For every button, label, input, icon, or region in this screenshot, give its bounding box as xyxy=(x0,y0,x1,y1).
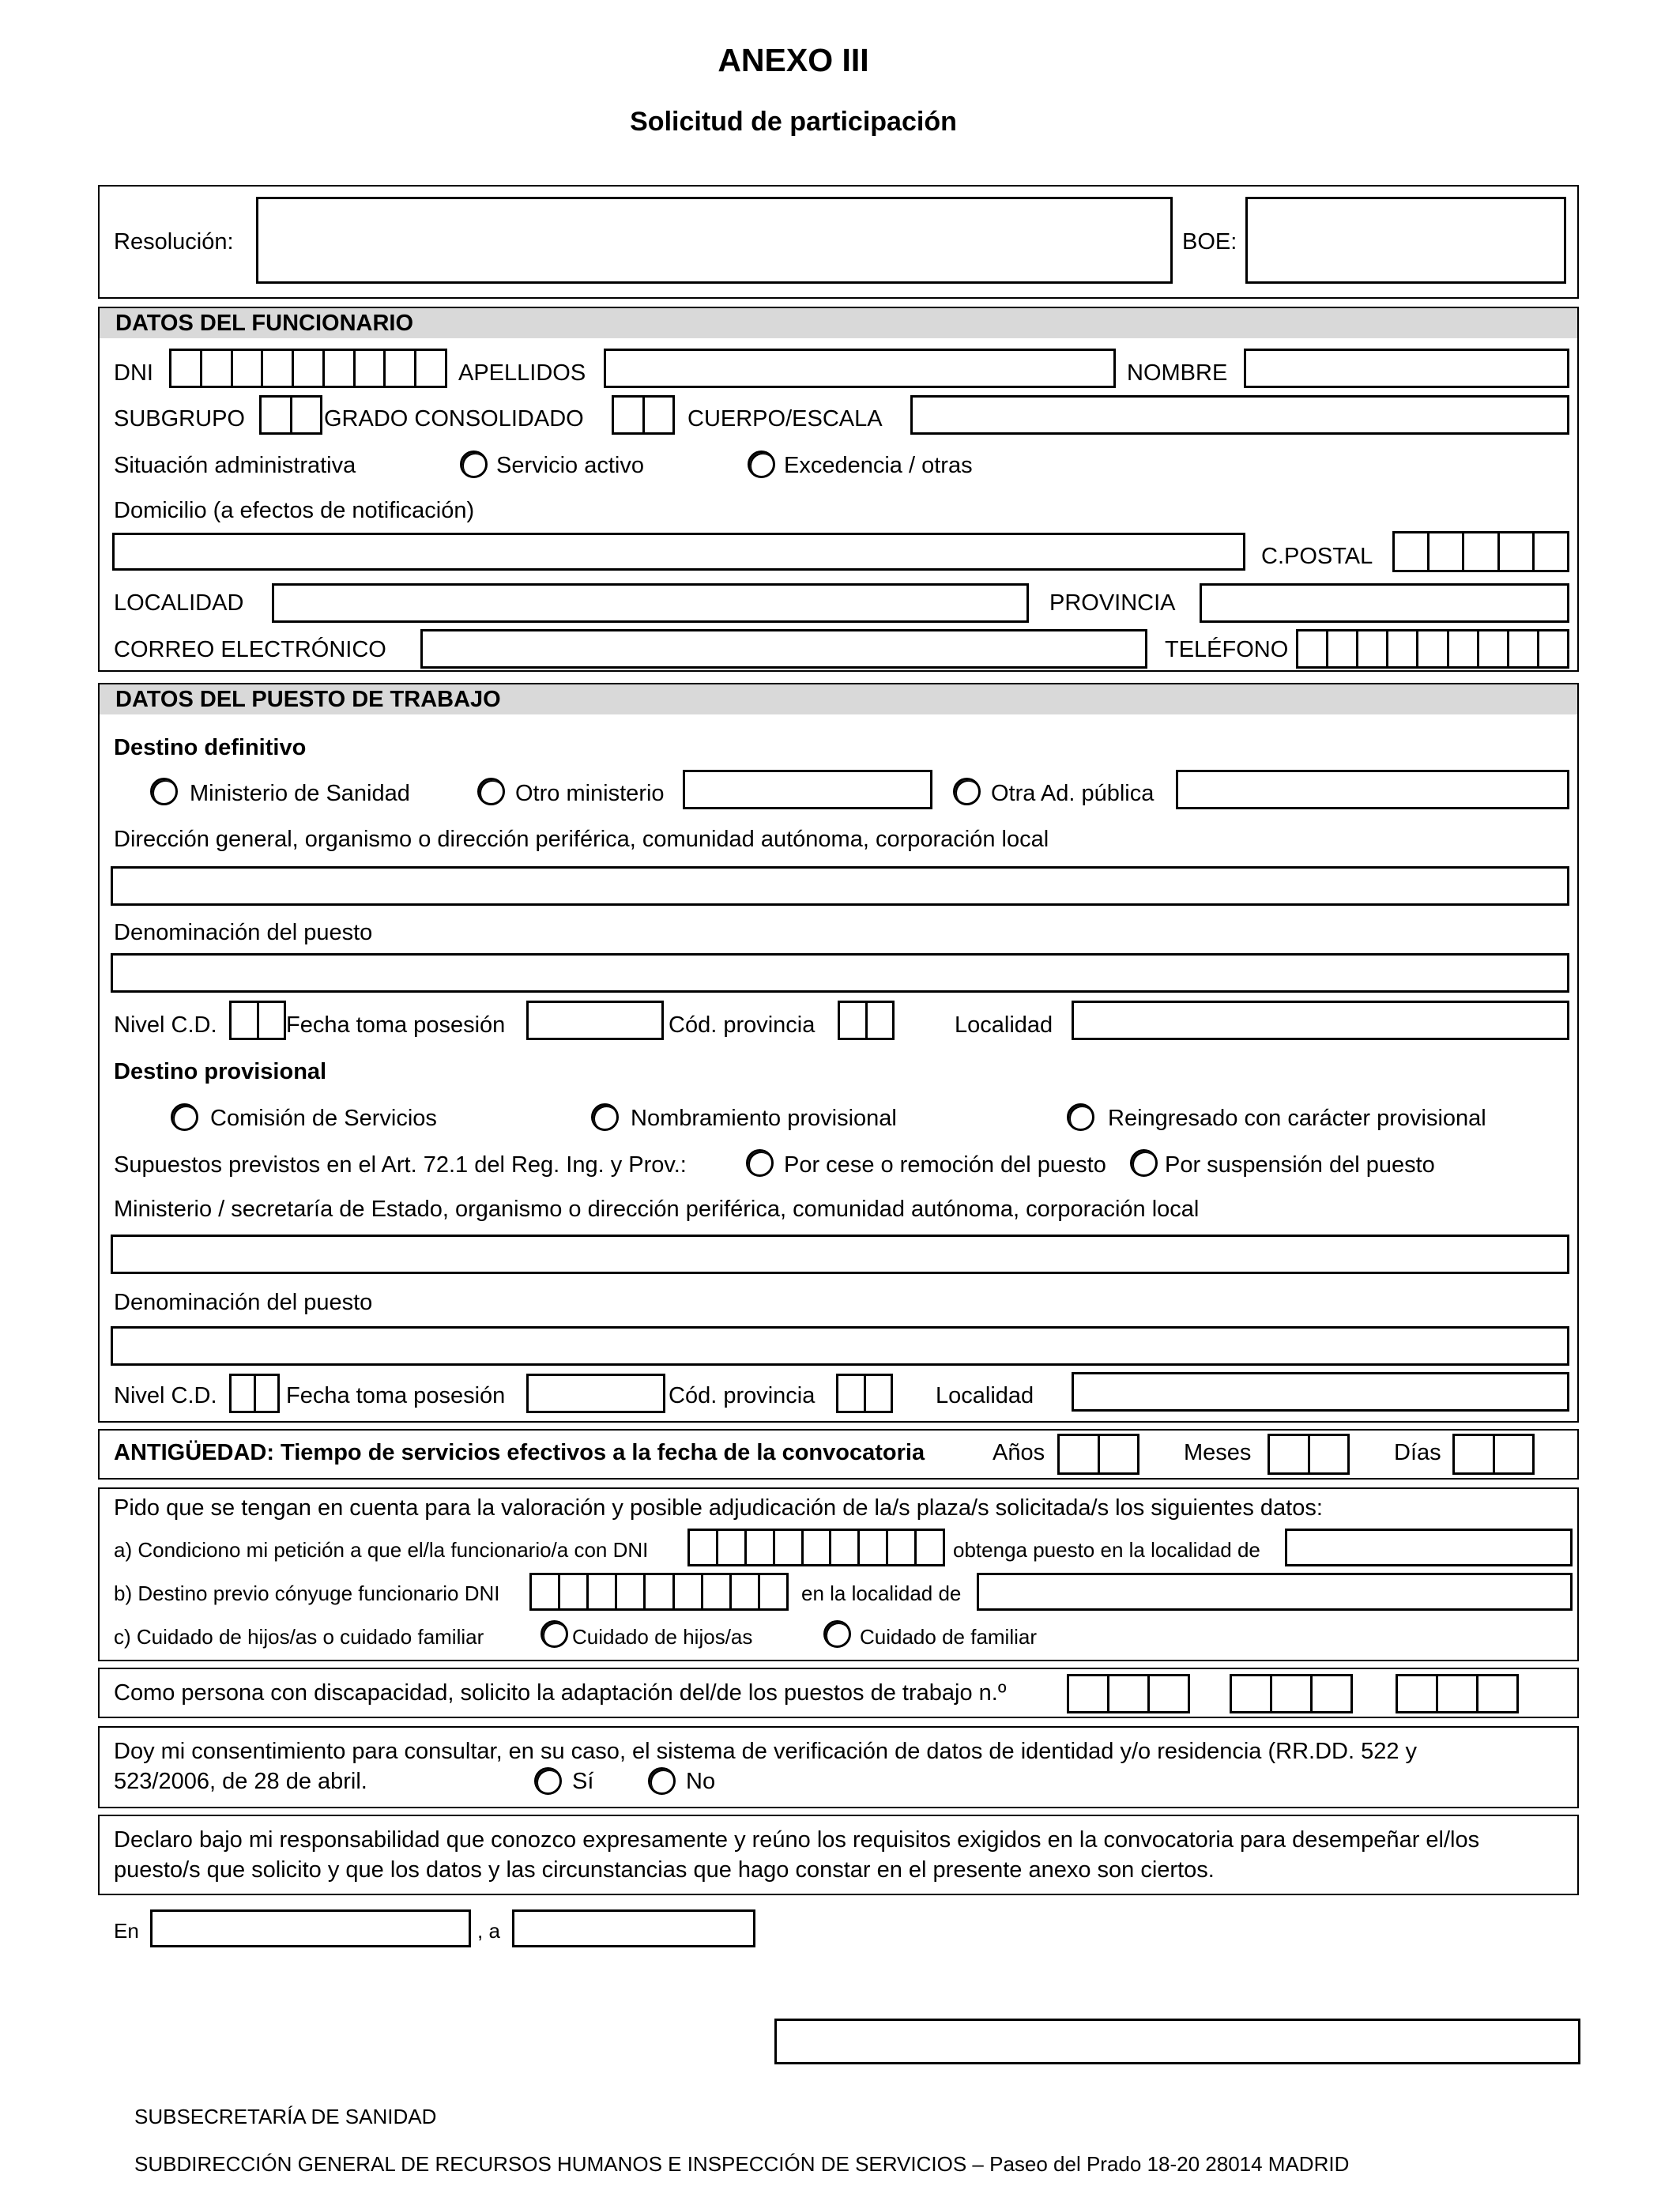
destino-provisional-label: Destino provisional xyxy=(114,1059,327,1084)
pido-a-label: a) Condiciono mi petición a que el/la funcionario/a con DNI xyxy=(114,1538,649,1562)
nivel-definitivo-label: Nivel C.D. xyxy=(114,1012,217,1038)
telefono-label: TELÉFONO xyxy=(1165,637,1289,662)
antiguedad-label: ANTIGÜEDAD: Tiempo de servicios efectivos a la fecha de la convocatoria xyxy=(114,1440,925,1465)
footer-line2: SUBDIRECCIÓN GENERAL DE RECURSOS HUMANOS E INSPECCIÓN DE SERVICIOS – Paseo del Prado 18-20 28014 MADRID xyxy=(134,2152,1350,2176)
apellidos-field[interactable] xyxy=(604,349,1116,388)
fecha-toma-definitivo-field[interactable] xyxy=(526,1001,664,1040)
direccion-general-label: Dirección general, organismo o dirección periférica, comunidad autónoma, corporación local xyxy=(114,827,1049,852)
puesto-heading: DATOS DEL PUESTO DE TRABAJO xyxy=(100,684,1577,714)
provincia-field[interactable] xyxy=(1200,583,1569,623)
cod-provincia-definitivo-label: Cód. provincia xyxy=(669,1012,816,1038)
otro-ministerio-radio[interactable] xyxy=(477,778,505,805)
fecha-toma-provisional-label: Fecha toma posesión xyxy=(286,1383,506,1408)
domicilio-label: Domicilio (a efectos de notificación) xyxy=(114,498,475,523)
nombre-field[interactable] xyxy=(1244,349,1569,388)
otra-ad-field[interactable] xyxy=(1176,770,1569,809)
pido-b-localidad-field[interactable] xyxy=(977,1573,1573,1611)
direccion-general-field[interactable] xyxy=(111,866,1569,906)
denominacion-provisional-field[interactable] xyxy=(111,1326,1569,1366)
correo-label: CORREO ELECTRÓNICO xyxy=(114,637,386,662)
consentimiento-no-radio[interactable] xyxy=(648,1767,676,1795)
consentimiento-si-radio[interactable] xyxy=(534,1767,562,1795)
ministerio-secretaria-label: Ministerio / secretaría de Estado, organismo o dirección periférica, comunidad autónoma, corporación local xyxy=(114,1197,1200,1222)
nivel-provisional-label: Nivel C.D. xyxy=(114,1383,217,1408)
servicio-activo-radio[interactable] xyxy=(460,450,488,478)
grado-cells[interactable] xyxy=(612,395,675,435)
firma-en-label: En xyxy=(114,1919,139,1943)
reingresado-label: Reingresado con carácter provisional xyxy=(1108,1106,1486,1131)
fecha-toma-definitivo-label: Fecha toma posesión xyxy=(286,1012,506,1038)
pido-a2-label: obtenga puesto en la localidad de xyxy=(953,1538,1260,1562)
otra-ad-radio[interactable] xyxy=(953,778,981,805)
otra-ad-label: Otra Ad. pública xyxy=(991,781,1155,806)
nombramiento-radio[interactable] xyxy=(591,1103,619,1131)
consentimiento-si-label: Sí xyxy=(572,1769,594,1794)
dias-label: Días xyxy=(1394,1440,1441,1465)
comision-radio[interactable] xyxy=(171,1103,198,1131)
ministerio-secretaria-field[interactable] xyxy=(111,1235,1569,1274)
domicilio-field[interactable] xyxy=(112,533,1245,571)
ministerio-sanidad-radio[interactable] xyxy=(150,778,178,805)
boe-label: BOE: xyxy=(1182,229,1237,254)
nivel-provisional-cells[interactable] xyxy=(229,1374,280,1413)
denominacion-definitivo-field[interactable] xyxy=(111,953,1569,993)
consentimiento-line1: Doy mi consentimiento para consultar, en su caso, el sistema de verificación de datos de identidad y/o residencia (RR.DD. 522 y xyxy=(114,1739,1418,1764)
supuestos-label: Supuestos previstos en el Art. 72.1 del Reg. Ing. y Prov.: xyxy=(114,1152,687,1178)
localidad-definitivo-field[interactable] xyxy=(1072,1001,1569,1040)
nombre-label: NOMBRE xyxy=(1127,360,1228,386)
excedencia-radio[interactable] xyxy=(748,450,775,478)
cod-provincia-provisional-label: Cód. provincia xyxy=(669,1383,816,1408)
localidad-provisional-field[interactable] xyxy=(1072,1372,1569,1412)
por-suspension-label: Por suspensión del puesto xyxy=(1165,1152,1435,1178)
anos-label: Años xyxy=(993,1440,1045,1465)
discapacidad-cells-2[interactable] xyxy=(1230,1674,1353,1713)
por-cese-label: Por cese o remoción del puesto xyxy=(784,1152,1106,1178)
pido-a-dni-cells[interactable] xyxy=(687,1529,945,1566)
page-subtitle: Solicitud de participación xyxy=(630,107,957,137)
declaro-line1: Declaro bajo mi responsabilidad que conozco expresamente y reúno los requisitos exigidos en la convocatoria para desempeñar el/los xyxy=(114,1827,1480,1853)
grado-label: GRADO CONSOLIDADO xyxy=(324,406,584,432)
dias-cells[interactable] xyxy=(1452,1434,1535,1475)
servicio-activo-label: Servicio activo xyxy=(496,453,644,478)
cuidado-familiar-radio[interactable] xyxy=(823,1620,851,1648)
localidad-definitivo-label: Localidad xyxy=(955,1012,1053,1038)
telefono-cells[interactable] xyxy=(1296,629,1569,669)
destino-definitivo-label: Destino definitivo xyxy=(114,735,307,760)
cuidado-familiar-label: Cuidado de familiar xyxy=(860,1625,1038,1649)
funcionario-heading: DATOS DEL FUNCIONARIO xyxy=(100,308,1577,338)
meses-cells[interactable] xyxy=(1268,1434,1350,1475)
signature-field[interactable] xyxy=(774,2019,1580,2064)
comision-label: Comisión de Servicios xyxy=(210,1106,437,1131)
discapacidad-cells-3[interactable] xyxy=(1396,1674,1519,1713)
firma-a-label: , a xyxy=(477,1919,500,1943)
localidad-field[interactable] xyxy=(272,583,1029,623)
meses-label: Meses xyxy=(1184,1440,1252,1465)
subgrupo-cells[interactable] xyxy=(259,395,322,435)
excedencia-label: Excedencia / otras xyxy=(784,453,973,478)
footer-line1: SUBSECRETARÍA DE SANIDAD xyxy=(134,2105,437,2128)
anos-cells[interactable] xyxy=(1057,1434,1139,1475)
cuerpo-field[interactable] xyxy=(910,395,1569,435)
resolucion-label: Resolución: xyxy=(114,229,234,254)
reingresado-radio[interactable] xyxy=(1067,1103,1094,1131)
cuidado-hijos-radio[interactable] xyxy=(541,1620,568,1648)
consentimiento-line2: 523/2006, de 28 de abril. xyxy=(114,1769,367,1794)
cod-provincia-provisional-cells[interactable] xyxy=(836,1374,893,1413)
page-title: ANEXO III xyxy=(718,42,869,78)
localidad-provisional-label: Localidad xyxy=(936,1383,1034,1408)
denominacion-definitivo-label: Denominación del puesto xyxy=(114,920,373,945)
boe-field[interactable] xyxy=(1245,197,1566,284)
pido-b2-label: en la localidad de xyxy=(801,1581,962,1605)
situacion-label: Situación administrativa xyxy=(114,453,356,478)
nombramiento-label: Nombramiento provisional xyxy=(631,1106,897,1131)
pido-b-dni-cells[interactable] xyxy=(529,1573,789,1611)
cpostal-cells[interactable] xyxy=(1392,531,1569,572)
declaro-line2: puesto/s que solicito y que los datos y las circunstancias que hago constar en el presente anexo son ciertos. xyxy=(114,1857,1215,1883)
correo-field[interactable] xyxy=(420,629,1147,669)
apellidos-label: APELLIDOS xyxy=(458,360,586,386)
pido-c-label: c) Cuidado de hijos/as o cuidado familiar xyxy=(114,1625,484,1649)
subgrupo-label: SUBGRUPO xyxy=(114,406,245,432)
resolucion-field[interactable] xyxy=(256,197,1173,284)
dni-cells[interactable] xyxy=(169,349,447,388)
denominacion-provisional-label: Denominación del puesto xyxy=(114,1290,373,1315)
otro-ministerio-label: Otro ministerio xyxy=(515,781,665,806)
firma-lugar-field[interactable] xyxy=(150,1909,471,1947)
cpostal-label: C.POSTAL xyxy=(1261,544,1373,569)
pido-b-label: b) Destino previo cónyuge funcionario DNI xyxy=(114,1581,500,1605)
cuidado-hijos-label: Cuidado de hijos/as xyxy=(572,1625,753,1649)
por-cese-radio[interactable] xyxy=(746,1149,774,1177)
cod-provincia-definitivo-cells[interactable] xyxy=(838,1001,895,1040)
cuerpo-label: CUERPO/ESCALA xyxy=(687,406,883,432)
otro-ministerio-field[interactable] xyxy=(683,770,932,809)
provincia-label: PROVINCIA xyxy=(1049,590,1176,616)
discapacidad-label: Como persona con discapacidad, solicito la adaptación del/de los puestos de trabajo n.º xyxy=(114,1680,1007,1706)
firma-fecha-field[interactable] xyxy=(512,1909,755,1947)
pido-intro: Pido que se tengan en cuenta para la valoración y posible adjudicación de la/s plaza/s solicitada/s los siguientes datos: xyxy=(114,1495,1323,1521)
nivel-definitivo-cells[interactable] xyxy=(229,1001,286,1040)
fecha-toma-provisional-field[interactable] xyxy=(526,1374,665,1413)
pido-a-localidad-field[interactable] xyxy=(1285,1529,1573,1566)
por-suspension-radio[interactable] xyxy=(1130,1149,1158,1177)
discapacidad-cells-1[interactable] xyxy=(1067,1674,1190,1713)
consentimiento-no-label: No xyxy=(686,1769,716,1794)
localidad-label: LOCALIDAD xyxy=(114,590,244,616)
ministerio-sanidad-label: Ministerio de Sanidad xyxy=(190,781,410,806)
dni-label: DNI xyxy=(114,360,153,386)
